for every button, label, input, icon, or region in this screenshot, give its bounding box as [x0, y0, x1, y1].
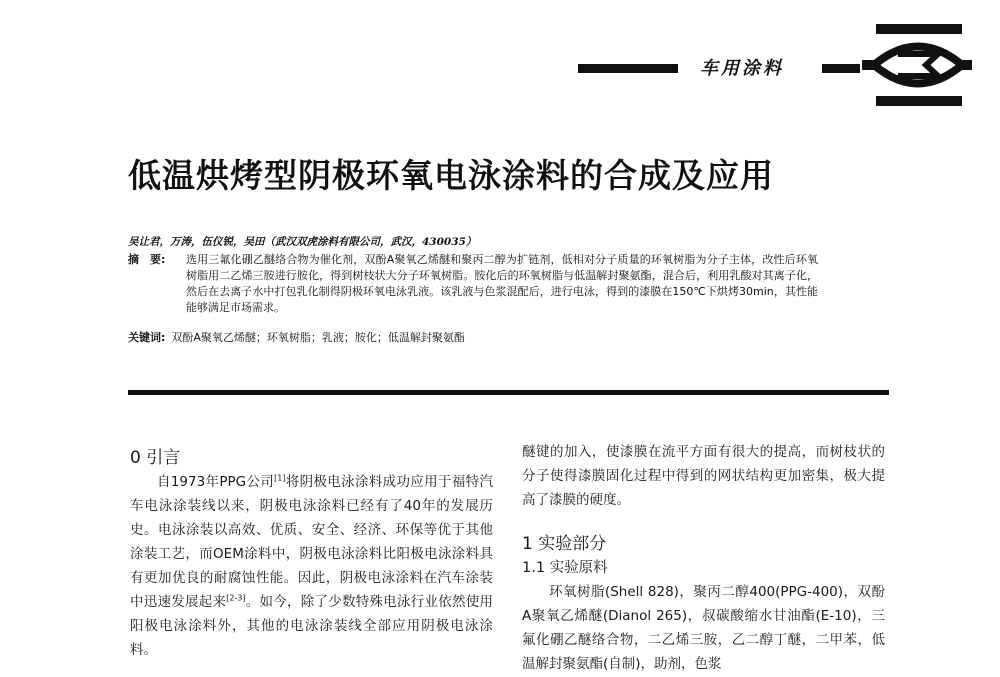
citation-2: [2-3] — [226, 593, 246, 603]
keywords-text: 双酚A聚氧乙烯醚；环氧树脂；乳液；胺化；低温解封聚氨酯 — [171, 331, 465, 344]
intro-text-1: 自1973年PPG公司 — [157, 474, 275, 490]
header-rule-left — [578, 64, 678, 73]
subsection-heading-materials: 1.1 实验原料 — [522, 560, 608, 576]
abstract-text: 选用三氟化硼乙醚络合物为催化剂，双酚A聚氧乙烯醚和聚丙二醇为扩链剂，低相对分子质量的环氧树脂为分子主体，改性后环氧树脂用二乙烯三胺进行胺化，得到树枝状大分子环氧树脂。胺化后的环氧树脂与低温解封聚氨酯，混合后，利用乳酸对其离子化，然后在去离子水中打包乳化制得阴极环氧电泳乳液。该乳液与色浆混配后，进行电泳，得到的漆膜在150℃下烘烤30min，其性能能够满足市场需求。 — [186, 253, 818, 314]
intro-text-2: 将阴极电泳涂料成功应用于福特汽车电泳涂装线以来，阴极电泳涂料已经有了40年的发展历史。电泳涂装以高效、优质、安全、经济、环保等优于其他涂装工艺，而OEM涂料中，阴极电泳涂料比阳极电泳涂料具有更加优良的耐腐蚀性能。因此，阴极电泳涂料在汽车涂装中迅速发展起来 — [130, 474, 494, 610]
continued-paragraph: 醚键的加入，使漆膜在流平方面有很大的提高，而树枝状的分子使得漆膜固化过程中得到的网状结构更加密集，极大提高了漆膜的硬度。 — [522, 444, 885, 508]
author-line: 吴让君，万涛，伍仪锐，吴田（武汉双虎涂料有限公司，武汉，430035） — [128, 236, 477, 248]
intro-paragraph — [130, 470, 493, 662]
abstract — [128, 252, 818, 316]
journal-logo-icon — [862, 24, 972, 106]
section-divider — [128, 390, 889, 395]
paper-title: 低温烘烤型阴极环氧电泳涂料的合成及应用 — [128, 156, 774, 195]
left-column — [130, 446, 493, 662]
abstract-label: 摘 要: — [128, 253, 166, 266]
right-column — [522, 440, 885, 676]
section-heading-experiment: 1 实验部分 — [522, 534, 607, 554]
section-heading-intro: 0 引言 — [130, 448, 181, 468]
keywords — [128, 330, 828, 346]
citation-1: [1] — [274, 473, 286, 483]
intro-text-3: 。如今，除了少数特殊电泳行业依然使用阳极电泳涂料外，其他的电泳涂装线全部应用阴极电泳涂料。 — [130, 594, 494, 658]
keywords-label: 关键词: — [128, 331, 166, 344]
running-header-section: 车用涂料 — [700, 58, 784, 79]
materials-paragraph: 环氧树脂(Shell 828)，聚丙二醇400(PPG-400)，双酚A聚氧乙烯醚(Dianol 265)，叔碳酸缩水甘油酯(E-10)，三氟化硼乙醚络合物，二乙烯三胺，乙二醇丁醚，二甲苯，低温解封聚氨酯(自制)，助剂，色浆 — [522, 584, 885, 672]
header-rule-right — [822, 64, 860, 73]
